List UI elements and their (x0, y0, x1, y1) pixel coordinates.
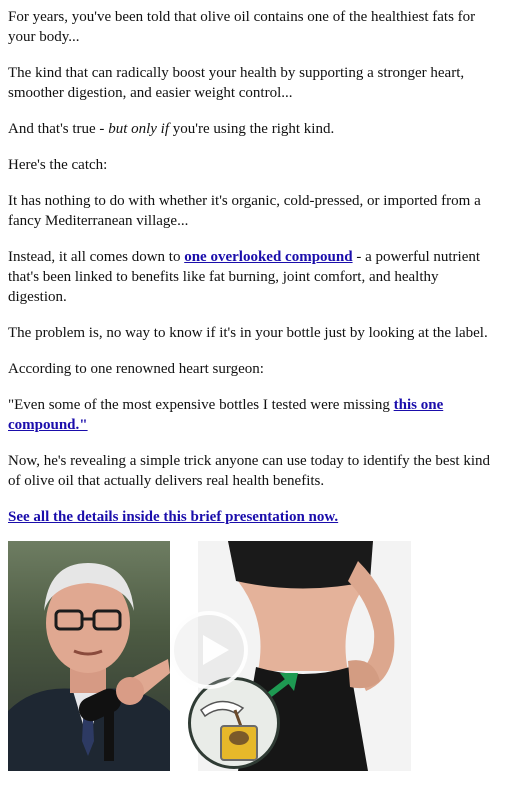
speaker-photo (8, 541, 170, 771)
paragraph-true-pre: And that's true - (8, 121, 109, 137)
paragraph-compound (8, 247, 492, 307)
paragraph-surgeon: According to one renowned heart surgeon: (8, 361, 264, 377)
paragraph-trick: Now, he's revealing a simple trick anyone can use today to identify the best kind of olive oil that actually delivers real health benefits. (8, 453, 491, 489)
emphasis-but-only-if: but only if (108, 121, 170, 137)
cta-paragraph (8, 507, 492, 527)
paragraph-benefits: The kind that can radically boost your health by supporting a stronger heart, smoother digestion, and easier weight control... (8, 65, 465, 101)
paragraph-true-post: you're using the right kind. (169, 121, 335, 137)
cta-presentation-link[interactable]: See all the details inside this brief presentation now. (8, 509, 339, 525)
paragraph-quote-pre: "Even some of the most expensive bottles I tested were missing (8, 397, 394, 413)
paragraph-compound-pre: Instead, it all comes down to (8, 249, 185, 265)
video-thumbnail[interactable] (8, 541, 411, 771)
link-overlooked-compound[interactable]: one overlooked compound (184, 249, 353, 265)
paragraph-compound-post: - a powerful nutrient that's been linked to benefits like fat burning, joint comfort, and healthy digestion. (8, 249, 481, 305)
cup-illustration (191, 680, 277, 766)
paragraph-intro: For years, you've been told that olive oil contains one of the healthiest fats for your body... (8, 9, 476, 45)
link-this-one-compound[interactable]: this one compound." (8, 397, 444, 433)
inset-cup-photo (188, 677, 280, 769)
paragraph-catch: Here's the catch: (8, 157, 108, 173)
paragraph-problem: The problem is, no way to know if it's in your bottle just by looking at the label. (8, 325, 488, 341)
paragraph-quote (8, 395, 492, 435)
paragraph-true (8, 119, 492, 139)
play-icon[interactable] (170, 611, 248, 689)
paragraph-organic: It has nothing to do with whether it's organic, cold-pressed, or imported from a fancy Mediterranean village... (8, 193, 481, 229)
speaker-illustration (8, 541, 170, 771)
